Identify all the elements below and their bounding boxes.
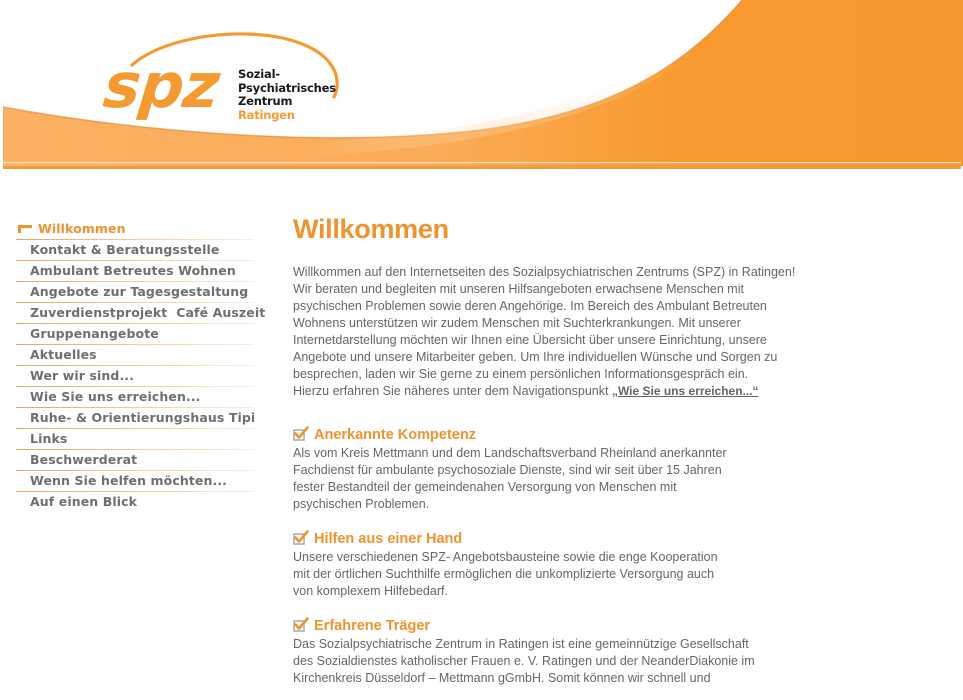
section-body	[293, 636, 833, 687]
section-line: fester Bestandteil der gemeindenahen Versorgung von Menschen mit	[293, 480, 677, 494]
logo-line-2: Psychiatrisches	[238, 80, 336, 95]
section-line: mit der örtlichen Suchthilfe ermöglichen die unkomplizierte Versorgung auch	[293, 567, 715, 581]
nav-item-label: Links	[30, 431, 68, 446]
nav-item-beschwerderat[interactable]	[16, 450, 254, 470]
section-line: des Sozialdienstes katholischer Frauen e. V. Ratingen und der NeanderDiakonie im	[293, 654, 755, 668]
nav-item-ambulant-betreutes-wohnen[interactable]	[16, 261, 254, 281]
section-line: Unsere verschiedenen SPZ- Angebotsbausteine sowie die enge Kooperation	[293, 550, 718, 564]
nav-item-kontakt[interactable]	[16, 240, 254, 260]
page-title: Willkommen	[293, 214, 449, 244]
logo-wordmark	[238, 68, 336, 122]
intro-line-text: Hierzu erfahren Sie näheres unter dem Navigationspunkt	[293, 384, 612, 398]
section-hilfen-aus-einer-hand	[293, 530, 833, 600]
section-body	[293, 445, 833, 513]
section-line: Als vom Kreis Mettmann und dem Landschaftsverband Rheinland anerkannter	[293, 446, 727, 460]
section-title: Hilfen aus einer Hand	[314, 531, 463, 547]
section-line: Kirchenkreis Düsseldorf – Mettmann gGmbH. Somit können wir schnell und	[293, 671, 711, 685]
site-header	[0, 0, 963, 175]
nav-item-tagesgestaltung[interactable]	[16, 282, 254, 302]
active-marker-icon	[18, 225, 32, 233]
nav-item-label: Willkommen	[38, 221, 126, 236]
nav-item-label: Wie Sie uns erreichen...	[30, 389, 201, 404]
nav-item-wer-wir-sind[interactable]	[16, 366, 254, 386]
section-line: Fachdienst für ambulante psychosoziale Dienste, sind wir seit über 15 Jahren	[293, 463, 722, 477]
nav-item-label: Wenn Sie helfen möchten...	[30, 473, 228, 488]
section-anerkannte-kompetenz	[293, 426, 833, 513]
intro-line	[293, 383, 833, 400]
nav-item-label: Beschwerderat	[30, 452, 138, 467]
section-line: Das Sozialpsychiatrische Zentrum in Ratingen ist eine gemeinnützige Gesellschaft	[293, 637, 749, 651]
nav-item-helfen[interactable]	[16, 471, 254, 491]
intro-line: Wohnens unterstützen wir zudem Menschen mit Suchterkrankungen. Mit unserer	[293, 316, 741, 330]
nav-item-label: Auf einen Blick	[30, 494, 138, 509]
nav-item-wie-sie-uns-erreichen[interactable]	[16, 387, 254, 407]
checkbox-checked-icon	[293, 530, 309, 545]
section-body	[293, 549, 833, 600]
intro-line: Wir beraten und begleiten mit unseren Hilfsangeboten erwachsene Menschen mit	[293, 282, 744, 296]
checkbox-checked-icon	[293, 617, 309, 632]
nav-item-label: Wer wir sind...	[30, 368, 135, 383]
intro-line: besprechen, laden wir Sie gerne zu einem persönlichen Informationsgespräch ein.	[293, 367, 749, 381]
nav-item-label: Kontakt & Beratungsstelle	[30, 242, 220, 257]
section-erfahrene-traeger	[293, 617, 833, 687]
intro-paragraph	[293, 264, 833, 400]
logo-city: Ratingen	[238, 107, 295, 122]
nav-item-gruppenangebote[interactable]	[16, 324, 254, 344]
logo-line-3: Zentrum	[238, 94, 293, 108]
main-navigation	[16, 219, 266, 513]
nav-item-aktuelles[interactable]	[16, 345, 254, 365]
section-line: psychischen Problemen.	[293, 497, 430, 511]
main-content	[293, 212, 833, 687]
nav-item-label: Angebote zur Tagesgestaltung	[30, 284, 249, 299]
intro-line: Angebote und unsere Mitarbeiter geben. Um Ihre individuellen Wünsche und Sorgen zu	[293, 350, 778, 364]
section-line: von komplexem Hilfebedarf.	[293, 584, 448, 598]
nav-item-label: Aktuelles	[30, 347, 97, 362]
intro-line: psychischen Problemen sowie deren Angehörige. Im Bereich des Ambulant Betreuten	[293, 299, 767, 313]
nav-item-label: Zuverdienstprojekt Café Auszeit	[30, 305, 266, 320]
section-header	[293, 426, 833, 444]
nav-item-label: Ambulant Betreutes Wohnen	[30, 263, 236, 278]
intro-line: Internetdarstellung möchten wir Ihnen eine Übersicht über unsere Einrichtung, unsere	[293, 333, 767, 347]
section-title: Anerkannte Kompetenz	[314, 427, 476, 443]
logo-mark: spz	[100, 49, 223, 122]
section-title: Erfahrene Träger	[314, 618, 431, 634]
wie-sie-uns-erreichen-link[interactable]: „Wie Sie uns erreichen...“	[611, 384, 759, 398]
logo-line-1: Sozial-	[238, 67, 280, 81]
checkbox-checked-icon	[293, 426, 309, 441]
nav-item-label: Gruppenangebote	[30, 326, 159, 341]
nav-item-label: Ruhe- & Orientierungshaus Tipi	[30, 410, 256, 425]
spz-logo[interactable]	[100, 25, 350, 130]
nav-item-tipi[interactable]	[16, 408, 254, 428]
section-header	[293, 617, 833, 635]
nav-item-cafe-auszeit[interactable]	[16, 303, 266, 323]
nav-item-links[interactable]	[16, 429, 254, 449]
section-header	[293, 530, 833, 548]
nav-item-auf-einen-blick[interactable]	[16, 492, 254, 512]
intro-line: Willkommen auf den Internetseiten des Sozialpsychiatrischen Zentrums (SPZ) in Ratingen!	[293, 265, 796, 279]
nav-item-willkommen[interactable]	[16, 219, 254, 239]
